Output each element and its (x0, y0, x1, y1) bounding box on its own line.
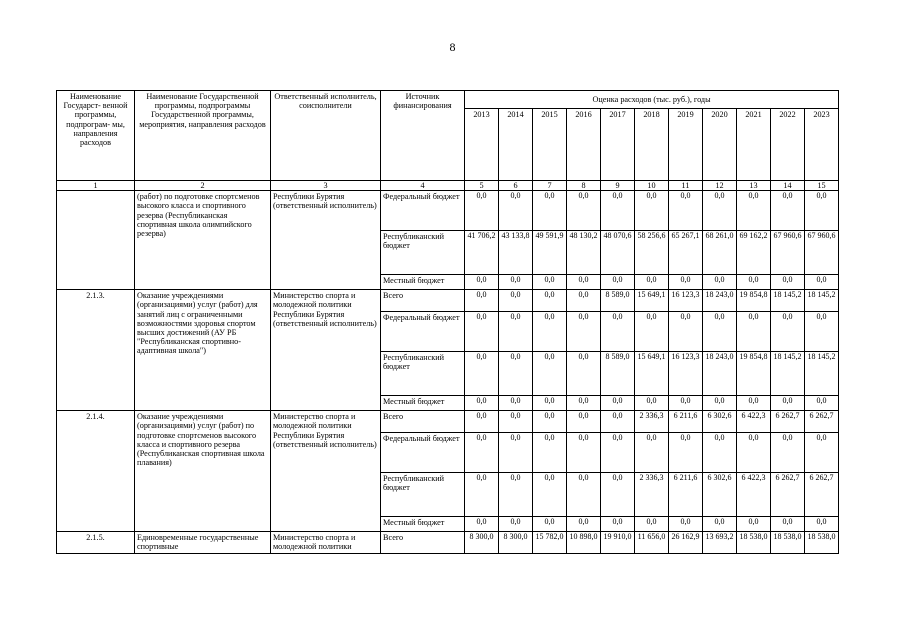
column-number: 6 (499, 181, 533, 191)
expense-value: 6 211,6 (669, 411, 703, 433)
expense-value: 0,0 (567, 290, 601, 312)
expense-value: 6 262,7 (771, 473, 805, 517)
year-header: 2014 (499, 109, 533, 181)
executor: Министерство спорта и молодежной политики Республики Бурятия (ответственный исполнитель) (271, 411, 381, 532)
expense-value: 0,0 (771, 517, 805, 532)
page-number: 8 (449, 40, 456, 54)
expense-value: 0,0 (567, 396, 601, 411)
expense-value: 0,0 (771, 312, 805, 352)
expense-value: 0,0 (737, 275, 771, 290)
funding-source: Всего (381, 532, 465, 554)
table-row (57, 532, 839, 554)
expense-value: 8 300,0 (465, 532, 499, 554)
expense-value: 0,0 (737, 433, 771, 473)
expense-value: 10 898,0 (567, 532, 601, 554)
column-number: 14 (771, 181, 805, 191)
expense-value: 18 145,2 (771, 290, 805, 312)
expense-value: 0,0 (805, 312, 839, 352)
row-code: 2.1.3. (57, 290, 135, 411)
expense-value: 0,0 (669, 396, 703, 411)
expense-value: 6 262,7 (805, 411, 839, 433)
expense-value: 65 267,1 (669, 231, 703, 275)
table-row (57, 411, 839, 433)
expense-value: 6 422,3 (737, 411, 771, 433)
expense-value: 18 243,0 (703, 290, 737, 312)
expense-value: 0,0 (669, 191, 703, 231)
funding-source: Всего (381, 411, 465, 433)
expense-value: 0,0 (771, 433, 805, 473)
expense-value: 0,0 (533, 312, 567, 352)
expense-value: 0,0 (465, 473, 499, 517)
funding-source: Федеральный бюджет (381, 312, 465, 352)
expense-value: 0,0 (635, 517, 669, 532)
year-header: 2021 (737, 109, 771, 181)
expense-value: 19 854,8 (737, 290, 771, 312)
expense-value: 15 782,0 (533, 532, 567, 554)
expense-value: 0,0 (533, 352, 567, 396)
funding-source: Республиканский бюджет (381, 473, 465, 517)
expense-value: 0,0 (635, 312, 669, 352)
expense-value: 0,0 (499, 517, 533, 532)
expense-value: 0,0 (499, 275, 533, 290)
expense-value: 0,0 (465, 290, 499, 312)
column-number: 15 (805, 181, 839, 191)
expense-value: 18 145,2 (805, 352, 839, 396)
expense-value: 0,0 (703, 433, 737, 473)
expense-value: 0,0 (669, 517, 703, 532)
funding-source: Федеральный бюджет (381, 191, 465, 231)
expense-value: 18 145,2 (805, 290, 839, 312)
column-number: 11 (669, 181, 703, 191)
expense-value: 11 656,0 (635, 532, 669, 554)
expense-value: 0,0 (601, 275, 635, 290)
expense-value: 0,0 (499, 473, 533, 517)
expense-value: 0,0 (465, 396, 499, 411)
funding-source: Местный бюджет (381, 275, 465, 290)
expense-value: 0,0 (533, 433, 567, 473)
expense-value: 68 261,0 (703, 231, 737, 275)
table-row (57, 191, 839, 231)
executor: Министерство спорта и молодежной политики Республики Бурятия (ответственный исполнитель) (271, 290, 381, 411)
executor: Республики Бурятия (ответственный исполнитель) (271, 191, 381, 290)
column-number: 1 (57, 181, 135, 191)
funding-source: Республиканский бюджет (381, 352, 465, 396)
expense-value: 67 960,6 (771, 231, 805, 275)
year-header: 2016 (567, 109, 601, 181)
expense-value: 0,0 (703, 191, 737, 231)
expense-value: 0,0 (567, 275, 601, 290)
expense-value: 0,0 (737, 517, 771, 532)
column-number: 3 (271, 181, 381, 191)
expense-value: 0,0 (533, 517, 567, 532)
header-executor: Ответственный исполнитель, соисполнители (271, 91, 381, 181)
expense-value: 0,0 (499, 290, 533, 312)
expense-value: 67 960,6 (805, 231, 839, 275)
expense-value: 0,0 (805, 275, 839, 290)
expense-value: 0,0 (499, 312, 533, 352)
expense-value: 0,0 (601, 312, 635, 352)
column-number: 8 (567, 181, 601, 191)
expense-value: 41 706,2 (465, 231, 499, 275)
header-program-name: Наименование Государст- венной программы, подпрограм- мы, направления расходов (57, 91, 135, 181)
expense-value: 0,0 (533, 290, 567, 312)
year-header: 2015 (533, 109, 567, 181)
expense-value: 0,0 (567, 411, 601, 433)
expense-value: 0,0 (465, 312, 499, 352)
table-row (57, 290, 839, 312)
expense-value: 0,0 (567, 517, 601, 532)
expense-value: 0,0 (669, 312, 703, 352)
expense-value: 2 336,3 (635, 473, 669, 517)
expense-value: 0,0 (669, 275, 703, 290)
expense-value: 69 162,2 (737, 231, 771, 275)
expense-value: 0,0 (465, 352, 499, 396)
expense-value: 43 133,8 (499, 231, 533, 275)
expense-value: 19 910,0 (601, 532, 635, 554)
expense-value: 18 538,0 (805, 532, 839, 554)
year-header: 2013 (465, 109, 499, 181)
budget-table (56, 90, 839, 554)
expense-value: 0,0 (465, 517, 499, 532)
expense-value: 0,0 (737, 191, 771, 231)
expense-value: 0,0 (703, 312, 737, 352)
expense-value: 0,0 (533, 275, 567, 290)
header-measure-name: Наименование Государственной программы, подпрограммы Государственной программы, мероприятия, направления расходов (135, 91, 271, 181)
funding-source: Федеральный бюджет (381, 433, 465, 473)
expense-value: 0,0 (635, 191, 669, 231)
expense-value: 6 262,7 (771, 411, 805, 433)
expense-value: 0,0 (499, 433, 533, 473)
expense-value: 18 538,0 (771, 532, 805, 554)
expense-value: 58 256,6 (635, 231, 669, 275)
funding-source: Местный бюджет (381, 517, 465, 532)
measure-name: Оказание учреждениями (организациями) услуг (работ) по подготовке спортсменов высокого класса и спортивного резерва (Республиканская спортивная школа плавания) (135, 411, 271, 532)
expense-value: 0,0 (771, 191, 805, 231)
expense-value: 6 211,6 (669, 473, 703, 517)
expense-value: 0,0 (635, 396, 669, 411)
year-header: 2019 (669, 109, 703, 181)
expense-value: 8 589,0 (601, 352, 635, 396)
expense-value: 15 649,1 (635, 352, 669, 396)
expense-value: 0,0 (805, 433, 839, 473)
expense-value: 0,0 (805, 396, 839, 411)
measure-name: Единовременные государственные спортивные (135, 532, 271, 554)
expense-value: 0,0 (737, 396, 771, 411)
column-number: 13 (737, 181, 771, 191)
expense-value: 6 262,7 (805, 473, 839, 517)
expense-value: 0,0 (465, 411, 499, 433)
expense-value: 6 302,6 (703, 411, 737, 433)
column-number: 10 (635, 181, 669, 191)
expense-value: 6 422,3 (737, 473, 771, 517)
header-funding-source: Источник финансирования (381, 91, 465, 181)
expense-value: 6 302,6 (703, 473, 737, 517)
expense-value: 16 123,3 (669, 352, 703, 396)
expense-value: 0,0 (533, 473, 567, 517)
expense-value: 0,0 (567, 191, 601, 231)
expense-value: 49 591,9 (533, 231, 567, 275)
column-number: 12 (703, 181, 737, 191)
expense-value: 0,0 (635, 433, 669, 473)
expense-value: 19 854,8 (737, 352, 771, 396)
expense-value: 0,0 (703, 517, 737, 532)
expense-value: 0,0 (567, 312, 601, 352)
expense-value: 0,0 (601, 191, 635, 231)
column-number: 4 (381, 181, 465, 191)
expense-value: 0,0 (805, 191, 839, 231)
executor: Министерство спорта и молодежной политики (271, 532, 381, 554)
measure-name: Оказание учреждениями (организациями) услуг (работ) для занятий лиц с ограниченными возможностями здоровья спортом высших достижений (АУ РБ "Республиканская спортивно-адаптивная школа") (135, 290, 271, 411)
expense-value: 8 589,0 (601, 290, 635, 312)
row-code: 2.1.5. (57, 532, 135, 554)
expense-value: 0,0 (465, 433, 499, 473)
expense-value: 0,0 (703, 275, 737, 290)
year-header: 2023 (805, 109, 839, 181)
expense-value: 0,0 (703, 396, 737, 411)
expense-value: 8 300,0 (499, 532, 533, 554)
expense-value: 0,0 (601, 411, 635, 433)
expense-value: 0,0 (635, 275, 669, 290)
header-expense-estimate: Оценка расходов (тыс. руб.), годы (465, 91, 839, 109)
expense-value: 15 649,1 (635, 290, 669, 312)
expense-value: 0,0 (601, 433, 635, 473)
expense-value: 0,0 (601, 517, 635, 532)
expense-value: 18 145,2 (771, 352, 805, 396)
expense-value: 0,0 (669, 433, 703, 473)
measure-name: (работ) по подготовке спортсменов высокого класса и спортивного резерва (Республиканская спортивная школа олимпийского резерва) (135, 191, 271, 290)
row-code (57, 191, 135, 290)
year-header: 2017 (601, 109, 635, 181)
expense-value: 0,0 (805, 517, 839, 532)
funding-source: Местный бюджет (381, 396, 465, 411)
year-header: 2020 (703, 109, 737, 181)
expense-value: 0,0 (499, 411, 533, 433)
column-number: 5 (465, 181, 499, 191)
expense-value: 18 538,0 (737, 532, 771, 554)
year-header: 2018 (635, 109, 669, 181)
funding-source: Республиканский бюджет (381, 231, 465, 275)
expense-value: 0,0 (533, 191, 567, 231)
expense-value: 48 070,6 (601, 231, 635, 275)
column-number: 7 (533, 181, 567, 191)
expense-value: 0,0 (533, 411, 567, 433)
column-number: 9 (601, 181, 635, 191)
expense-value: 0,0 (601, 473, 635, 517)
expense-value: 48 130,2 (567, 231, 601, 275)
expense-value: 0,0 (465, 191, 499, 231)
expense-value: 18 243,0 (703, 352, 737, 396)
expense-value: 16 123,3 (669, 290, 703, 312)
expense-value: 13 693,2 (703, 532, 737, 554)
expense-value: 2 336,3 (635, 411, 669, 433)
expense-value: 0,0 (567, 352, 601, 396)
column-number: 2 (135, 181, 271, 191)
row-code: 2.1.4. (57, 411, 135, 532)
expense-value: 0,0 (771, 275, 805, 290)
expense-value: 0,0 (771, 396, 805, 411)
year-header: 2022 (771, 109, 805, 181)
expense-value: 0,0 (601, 396, 635, 411)
expense-value: 0,0 (499, 191, 533, 231)
expense-value: 0,0 (737, 312, 771, 352)
funding-source: Всего (381, 290, 465, 312)
expense-value: 0,0 (499, 396, 533, 411)
expense-value: 26 162,9 (669, 532, 703, 554)
expense-value: 0,0 (567, 433, 601, 473)
expense-value: 0,0 (533, 396, 567, 411)
expense-value: 0,0 (465, 275, 499, 290)
expense-value: 0,0 (567, 473, 601, 517)
expense-value: 0,0 (499, 352, 533, 396)
